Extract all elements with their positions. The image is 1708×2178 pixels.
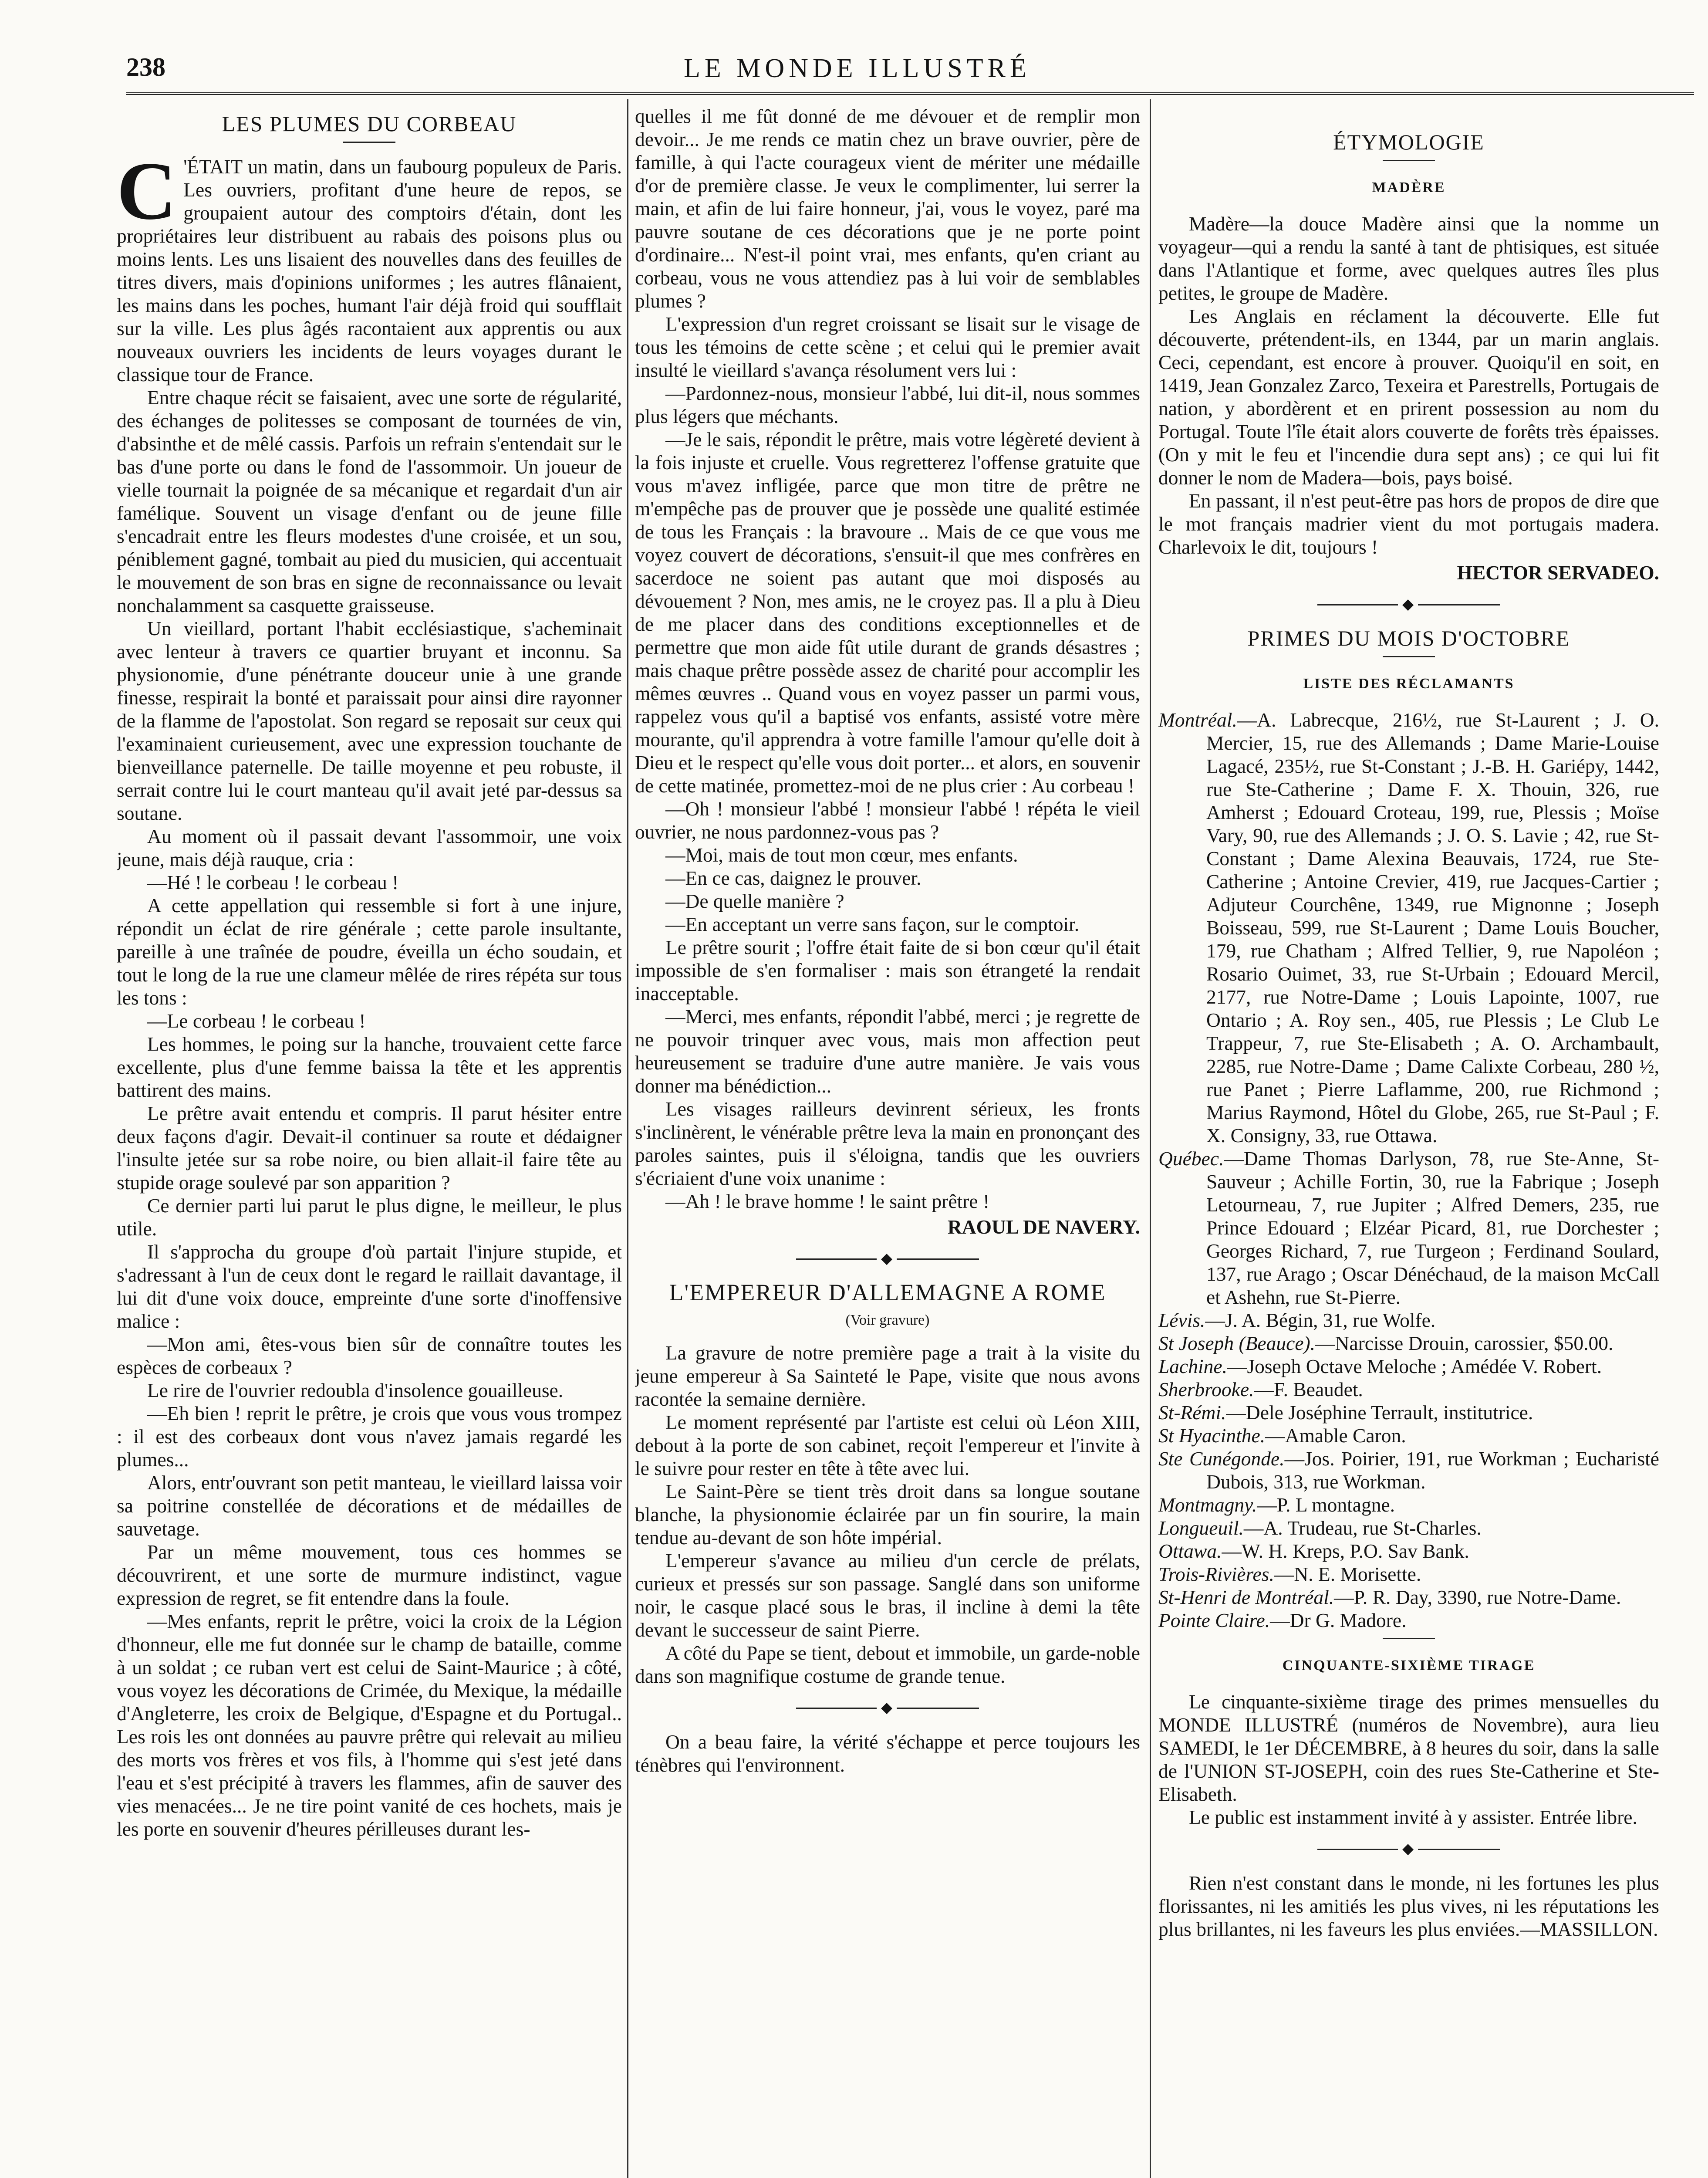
list-item [1158,708,1659,1147]
claimants-text: —Dr G. Madore. [1270,1609,1407,1631]
paragraph: —Hé ! le corbeau ! le corbeau ! [147,871,399,893]
section-title: ÉTYMOLOGIE [1333,130,1485,154]
paragraph: Le Saint-Père se tient très droit dans sa longue soutane blanche, la physionomie éclairée par un fin sourire, la main tendue au-devant de son hôte impérial. [635,1480,1140,1549]
city-name: St Hyacinthe. [1158,1424,1266,1447]
column-2 [635,105,1140,2178]
city-name: St-Henri de Montréal. [1158,1586,1334,1608]
list-item [1158,1516,1659,1539]
column-1 [117,105,622,2178]
header-rule [126,92,1694,95]
ornament-divider [1317,600,1500,609]
paragraph: On a beau faire, la vérité s'échappe et perce toujours les ténèbres qui l'environnent. [635,1731,1140,1776]
paragraph: Les visages railleurs devinrent sérieux, les fronts s'inclinèrent, le vénérable prêtre leva la main en prononçant des paroles saintes, puis il s'éloigna, tandis que les ouvriers s'écriaient d'une voix unanime : [635,1098,1140,1189]
city-name: Québec. [1158,1147,1224,1170]
paragraph: La gravure de notre première page a trait à la visite du jeune empereur à Sa Sainteté le Pape, visite que nous avons racontée la semaine dernière. [635,1342,1140,1410]
claimants-text: —P. R. Day, 3390, rue Notre-Dame. [1334,1586,1621,1608]
list-item [1158,1309,1659,1332]
ornament-divider [796,1703,979,1713]
title-rule [1383,160,1435,161]
drop-cap: C [117,145,177,237]
title-rule [1383,656,1435,657]
city-name: St Joseph (Beauce). [1158,1332,1316,1354]
city-name: Ste Cunégonde. [1158,1447,1285,1470]
paragraph: Rien n'est constant dans le monde, ni les fortunes les plus florissantes, ni les amitiés les plus vives, ni les réputations les plus brillantes, ni les faveurs les plus enviées.—MASSILLON. [1158,1872,1659,1940]
paragraph: —Le corbeau ! le corbeau ! [147,1010,366,1032]
paragraph: quelles il me fût donné de me dévouer et de remplir mon devoir... Je me rends ce matin chez un brave ouvrier, père de famille, à qui l'acte courageux vient de mériter une médaille d'or de première classe. Je veux le complimenter, lui serrer la main, et afin de lui faire honneur, j'ai, vous le voyez, paré ma pauvre soutane de ces décorations que je ne porte point d'ordinaire... N'est-il point vrai, mes enfants, qu'en criant au corbeau, vous ne vous attendiez pas à lui voir de semblables plumes ? [635,105,1140,312]
masthead: LE MONDE ILLUSTRÉ [684,54,1031,83]
paragraph: A cette appellation qui ressemble si fort à une injure, répondit un éclat de rire générale ; cette parole insultante, pareille à une traînée de poudre, éveilla un écho soudain, et tout le long de la rue une clameur mêlée de rires répéta sur tous les tons : [117,894,622,1009]
paragraph: Au moment où il passait devant l'assommoir, une voix jeune, mais déjà rauque, cria : [117,825,622,870]
paragraph: —En ce cas, daignez le prouver. [665,867,922,889]
paragraph: —Merci, mes enfants, répondit l'abbé, merci ; je regrette de ne pouvoir trinquer avec vous, mais mon affection peut heureusement se traduire d'une autre manière. Je vais vous donner ma bénédiction... [635,1005,1140,1097]
list-item [1158,1424,1659,1447]
paragraph: —Mon ami, êtes-vous bien sûr de connaître toutes les espèces de corbeaux ? [117,1333,622,1378]
paragraph: Le prêtre sourit ; l'offre était faite de si bon cœur qu'il était impossible de s'en formaliser : mais son étrangeté la rendait inacceptable. [635,936,1140,1004]
page-header [126,48,1698,87]
paragraph: Les Anglais en réclament la découverte. Elle fut découverte, prétendent-ils, en 1344, par un marin anglais. Ceci, cependant, est encore à prouver. Quoiqu'il en soit, en 1419, Jean Gonzalez Zarco, Texeira et Parestrells, Portugais de nation, y abordèrent et en prirent possession au nom du Portugal. Toute l'île était alors couverte de forêts très épaisses. (On y mit le feu et l'incendie dura sept ans) ; ce qui lui fit donner le nom de Madera—bois, pays boisé. [1158,305,1659,489]
claimants-text: —Jos. Poirier, 191, rue Workman ; Eucharisté Dubois, 313, rue Workman. [1206,1447,1659,1493]
claimants-text: —P. L montagne. [1257,1494,1395,1516]
paragraph: Le rire de l'ouvrier redoubla d'insolence gouailleuse. [147,1379,564,1401]
city-name: Longueuil. [1158,1517,1244,1539]
list-item [1158,1378,1659,1401]
claimants-text: —F. Beaudet. [1254,1378,1363,1400]
claimants-text: —Dame Thomas Darlyson, 78, rue Ste-Anne, St-Sauveur ; Achille Fortin, 30, rue la Fabrique ; Joseph Letourneau, 7, rue Jupiter ; Alfred Demers, 235, rue Prince Edouard ; Elzéar Picard, 81, rue Dorchester ; Georges Richard, 7, rue Turgeon ; Ferdinand Soulard, 137, rue Arago ; Oscar Dénéchaud, de la maison McCall et Ashehn, rue St-Pierre. [1206,1147,1659,1308]
paragraph: Le cinquante-sixième tirage des primes mensuelles du MONDE ILLUSTRÉ (numéros de Novembre), aura lieu SAMEDI, le 1er DÉCEMBRE, à 8 heures du soir, dans la salle de l'UNION ST-JOSEPH, coin des rues Ste-Catherine et Ste-Elisabeth. [1158,1691,1659,1805]
list-item [1158,1586,1659,1609]
section-subtitle: MADÈRE [1372,179,1446,196]
claimants-text: —W. H. Kreps, P.O. Sav Bank. [1222,1540,1469,1562]
city-name: Pointe Claire. [1158,1609,1270,1631]
list-item [1158,1539,1659,1562]
claimants-text: —Dele Joséphine Terrault, institutrice. [1226,1401,1533,1424]
ornament-divider [1317,1844,1500,1854]
city-name: Ottawa. [1158,1540,1222,1562]
column-divider [627,99,628,2178]
section-subtitle: CINQUANTE-SIXIÈME TIRAGE [1282,1657,1536,1674]
paragraph: Ce dernier parti lui parut le plus digne, le meilleur, le plus utile. [117,1194,622,1240]
author-signature: HECTOR SERVADEO. [1457,561,1659,584]
claimants-text: —A. Labrecque, 216½, rue St-Laurent ; J. O. Mercier, 15, rue des Allemands ; Dame Marie-Louise Lagacé, 235½, rue St-Constant ; J.-B. H. Gariépy, 1442, rue Ste-Catherine ; Dame F. X. Thouin, 326, rue Amherst ; Edouard Croteau, 199, rue, Plessis ; Moïse Vary, 90, rue des Allemands ; J. O. S. Lavie ; 42, rue St-Constant ; Dame Alexina Beauvais, 1724, rue Ste-Catherine ; Antoine Crevier, 419, rue Jacques-Cartier ; Adjuteur Courchêne, 1349, rue Mignonne ; Joseph Boisseau, 599, rue St-Laurent ; Dame Louis Boucher, 179, rue Chatham ; Alfred Tellier, 9, rue Napoléon ; Rosario Ouimet, 33, rue St-Urbain ; Edouard Mercil, 2177, rue Notre-Dame ; Louis Lapointe, 1007, rue Ontario ; A. Roy sen., 405, rue Plessis ; Le Club Le Trappeur, 7, rue Ste-Elisabeth ; A. O. Archambault, 2285, rue Notre-Dame ; Dame Calixte Corbeau, 280 ½, rue Panet ; Pierre Laflamme, 200, rue Richmond ; Marius Raymond, Hôtel du Globe, 265, rue St-Paul ; F. X. Consigny, 33, rue Ottawa. [1206,709,1659,1146]
list-item [1158,1493,1659,1516]
paragraph: Il s'approcha du groupe d'où partait l'injure stupide, et s'adressant à l'un de ceux dont le regard le raillait davantage, il lui dit d'une voix douce, empreinte d'une sorte d'inoffensive malice : [117,1241,622,1332]
paragraph: Le prêtre avait entendu et compris. Il parut hésiter entre deux façons d'agir. Devait-il continuer sa route et dédaigner l'insulte jetée sur sa robe noire, ou bien allait-il faire tête au stupide orage soulevé par son apparition ? [117,1102,622,1194]
paragraph: —Eh bien ! reprit le prêtre, je crois que vous vous trompez : il est des corbeaux dont vous n'avez jamais regardé les plumes... [117,1402,622,1471]
list-item [1158,1562,1659,1586]
title-rule [343,142,395,143]
article-subtitle: (Voir gravure) [845,1312,930,1328]
paragraph: Alors, entr'ouvrant son petit manteau, le vieillard laissa voir sa poitrine constellée de décorations et de médailles de sauvetage. [117,1471,622,1540]
paragraph: Madère—la douce Madère ainsi que la nomme un voyageur—qui a rendu la santé à tant de phtisiques, est située dans l'Atlantique et forme, avec quelques autres îles plus petites, le groupe de Madère. [1158,213,1659,304]
list-item [1158,1355,1659,1378]
paragraph: Un vieillard, portant l'habit ecclésiastique, s'acheminait avec lenteur à travers ce quartier bruyant et inconnu. Sa physionomie, d'une pénétrante douceur unie à une grande finesse, respirait la bonté et paraissait pour ainsi dire rayonner de la flamme de l'apostolat. Son regard se reposait sur ceux qui l'examinaient curieusement, avec une expression touchante de bienveillance paternelle. De taille moyenne et peu robuste, il serrait contre lui le court manteau qu'il avait jeté par-dessus sa soutane. [117,617,622,824]
title-rule [1383,1638,1435,1639]
paragraph: —Je le sais, répondit le prêtre, mais votre légèreté devient à la fois injuste et cruelle. Vous regretterez l'offense gratuite que vous m'avez infligée, parce que mon titre de prêtre ne m'empêche pas de prouver que je possède une qualité estimée de tous les Français : la bravoure .. Mais de ce que vous me voyez couvert de décorations, s'ensuit-il que mes confrères en sacerdoce ne soient pas autant que moi disposés au dévouement ? Non, mes amis, ne le croyez pas. Il a plu à Dieu de me placer dans des conditions exceptionnelles et de permettre que mon aide fût utile durant de grands désastres ; mais chaque prêtre possède assez de charité pour accomplir les mêmes œuvres .. Quand vous en voyez passer un parmi vous, rappelez vous qu'il a baptisé vos enfants, assisté votre mère mourante, qu'il apprendra à votre famille l'amour qu'elle doit à Dieu et le respect qu'elle vous doit porter... et alors, en souvenir de cette matinée, promettez-moi de ne plus crier : Au corbeau ! [635,428,1140,797]
paragraph: Les hommes, le poing sur la hanche, trouvaient cette farce excellente, plus d'une femme baissa la tête et les apprentis battirent des mains. [117,1033,622,1101]
city-name: Lévis. [1158,1309,1205,1331]
section-subtitle: LISTE DES RÉCLAMANTS [1303,676,1515,692]
list-item [1158,1447,1659,1493]
city-name: Lachine. [1158,1355,1227,1377]
city-name: Montréal. [1158,709,1237,731]
paragraph: —Mes enfants, reprit le prêtre, voici la croix de la Légion d'honneur, elle me fut donnée sur le champ de bataille, comme à un soldat ; ce ruban vert est celui de Saint-Maurice ; à côté, vous voyez les décorations de Crimée, du Mexique, la médaille d'Angleterre, les croix de Belgique, d'Espagne et du Portugal.. Les rois les ont données au pauvre prêtre qui relevait au milieu des morts vos frères et vos fils, à l'homme qui s'est jeté dans l'eau et s'est précipité à travers les flammes, afin de sauver des vies menacées... Je ne tire point vanité de ces hochets, mais je les porte en souvenir d'heures périlleuses durant les- [117,1610,622,1840]
paragraph: —Moi, mais de tout mon cœur, mes enfants. [665,844,1018,866]
paragraph: En passant, il n'est peut-être pas hors de propos de dire que le mot français madrier vient du mot portugais madera. Charlevoix le dit, toujours ! [1158,490,1659,558]
column-divider [1150,99,1151,2178]
claimants-text: —Amable Caron. [1265,1424,1406,1447]
claimants-list [1158,708,1659,1632]
city-name: Sherbrooke. [1158,1378,1254,1400]
paragraph: Par un même mouvement, tous ces hommes se découvrirent, et une sorte de murmure indistinct, vague expression de regret, se fit entendre dans la foule. [117,1541,622,1609]
paragraph: Entre chaque récit se faisaient, avec une sorte de régularité, des échanges de politesses se composant de tournées de vin, d'absinthe et de mêlé cassis. Parfois un refrain s'entendait sur le bas d'une porte ou dans le fond de l'assommoir. Un joueur de vielle tournait la poignée de sa mécanique et regardait d'un air famélique. Souvent un visage d'enfant ou de jeune fille s'encadrait entre les fleurs modestes d'une croisée, et un sou, péniblement gagné, tombait au pied du musicien, qui accentuait le mouvement de son bras en signe de reconnaissance ou levait nonchalamment sa casquette graisseuse. [117,386,622,616]
article-title: LES PLUMES DU CORBEAU [222,112,517,136]
paragraph: A côté du Pape se tient, debout et immobile, un garde-noble dans son magnifique costume de grande tenue. [635,1642,1140,1687]
paragraph: —En acceptant un verre sans façon, sur le comptoir. [665,913,1080,935]
claimants-text: —Narcisse Drouin, carossier, $50.00. [1315,1332,1613,1354]
paragraph: —Ah ! le brave homme ! le saint prêtre ! [665,1190,990,1212]
list-item [1158,1147,1659,1309]
author-signature: RAOUL DE NAVERY. [947,1216,1140,1238]
paragraph: —Pardonnez-nous, monsieur l'abbé, lui dit-il, nous sommes plus légers que méchants. [635,382,1140,427]
paragraph: Le moment représenté par l'artiste est celui où Léon XIII, debout à la porte de son cabinet, reçoit l'empereur et l'invite à le suivre pour rester en tête à tête avec lui. [635,1411,1140,1479]
city-name: St-Rémi. [1158,1401,1226,1424]
ornament-divider [796,1254,979,1264]
paragraph: —Oh ! monsieur l'abbé ! monsieur l'abbé ! répéta le vieil ouvrier, ne nous pardonnez-vous pas ? [635,798,1140,843]
paragraph: L'empereur s'avance au milieu d'un cercle de prélats, curieux et pressés sur son passage. Sanglé dans son uniforme noir, le casque placé sous le bras, il incline à demi la tête devant le successeur de saint Pierre. [635,1549,1140,1641]
claimants-text: —A. Trudeau, rue St-Charles. [1243,1517,1482,1539]
city-name: Trois-Rivières. [1158,1563,1274,1585]
claimants-text: —N. E. Morisette. [1274,1563,1421,1585]
city-name: Montmagny. [1158,1494,1257,1516]
paragraph: L'expression d'un regret croissant se lisait sur le visage de tous les témoins de cette scène ; et celui qui le premier avait insulté le vieillard s'avança résolument vers lui : [635,313,1140,381]
article-title: L'EMPEREUR D'ALLEMAGNE A ROME [669,1279,1106,1305]
claimants-text: —J. A. Bégin, 31, rue Wolfe. [1205,1309,1436,1331]
list-item [1158,1609,1659,1632]
list-item [1158,1401,1659,1424]
column-3 [1158,105,1659,2178]
paragraph: —De quelle manière ? [665,890,844,912]
list-item [1158,1332,1659,1355]
paragraph: C 'ÉTAIT un matin, dans un faubourg populeux de Paris. Les ouvriers, profitant d'une heure de repos, se groupaient autour des comptoirs d'étain, dont les propriétaires leur distribuent au rabais des poisons plus ou moins lents. Les uns lisaient des nouvelles dans des feuilles de titres divers, mais d'opinions uniformes ; les autres flânaient, les mains dans les poches, humant l'air déjà froid qui soufflait sur la ville. Les plus âgés racontaient aux apprentis ou aux nouveaux ouvriers les incidents de leurs voyages durant le classique tour de France. [117,145,622,386]
section-title: PRIMES DU MOIS D'OCTOBRE [1247,626,1570,650]
paragraph: Le public est instamment invité à y assister. Entrée libre. [1189,1806,1637,1828]
page-number: 238 [126,53,165,81]
claimants-text: —Joseph Octave Meloche ; Amédée V. Robert. [1227,1355,1602,1377]
